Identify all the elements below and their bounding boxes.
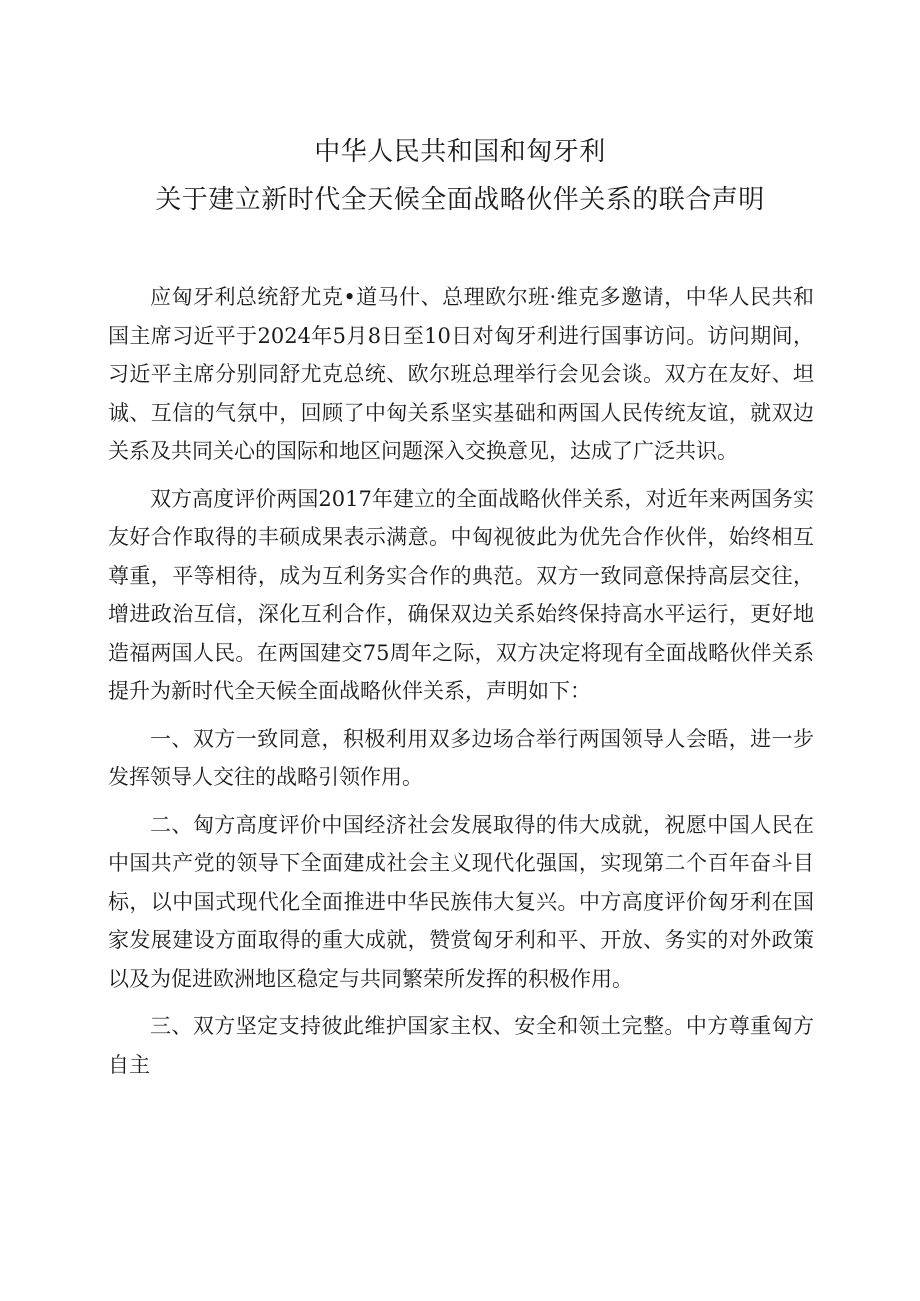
title-line-2: 关于建立新时代全天候全面战略伙伴关系的联合声明: [155, 185, 765, 215]
paragraph-partnership: 双方高度评价两国2017年建立的全面战略伙伴关系，对近年来两国务实友好合作取得的丰硕成果表示满意。中匈视彼此为优先合作伙伴，始终相互尊重，平等相待，成为互利务实合作的典范。双方一致同意保持高层交往，增进政治互信，深化互利合作，确保双边关系始终保持高水平运行，更好地造福两国人民。在两国建交75周年之际，双方决定将现有全面战略伙伴关系提升为新时代全天候全面战略伙伴关系，声明如下：: [108, 486, 814, 703]
paragraph-item-2: 二、匈方高度评价中国经济社会发展取得的伟大成就，祝愿中国人民在中国共产党的领导下全面建成社会主义现代化强国，实现第二个百年奋斗目标，以中国式现代化全面推进中华民族伟大复兴。中方高度评价匈牙利在国家发展建设方面取得的重大成就，赞赏匈牙利和平、开放、务实的对外政策以及为促进欧洲地区稳定与共同繁荣所发挥的积极作用。: [108, 812, 814, 991]
paragraph-intro: 应匈牙利总统舒尤克•道马什、总理欧尔班·维克多邀请，中华人民共和国主席习近平于2024年5月8日至10日对匈牙利进行国事访问。访问期间，习近平主席分别同舒尤克总统、欧尔班总理举行会见会谈。双方在友好、坦诚、互信的气氛中，回顾了中匈关系坚实基础和两国人民传统友谊，就双边关系及共同关心的国际和地区问题深入交换意见，达成了广泛共识。: [108, 285, 814, 463]
title-line-1: 中华人民共和国和匈牙利: [314, 137, 606, 167]
document-body: [108, 278, 814, 1093]
paragraph-item-1: 一、双方一致同意，积极利用双多边场合举行两国领导人会晤，进一步发挥领导人交往的战略引领作用。: [108, 726, 814, 789]
document-title: [0, 128, 920, 224]
paragraph-item-3: 三、双方坚定支持彼此维护国家主权、安全和领土完整。中方尊重匈方自主: [108, 1014, 814, 1077]
